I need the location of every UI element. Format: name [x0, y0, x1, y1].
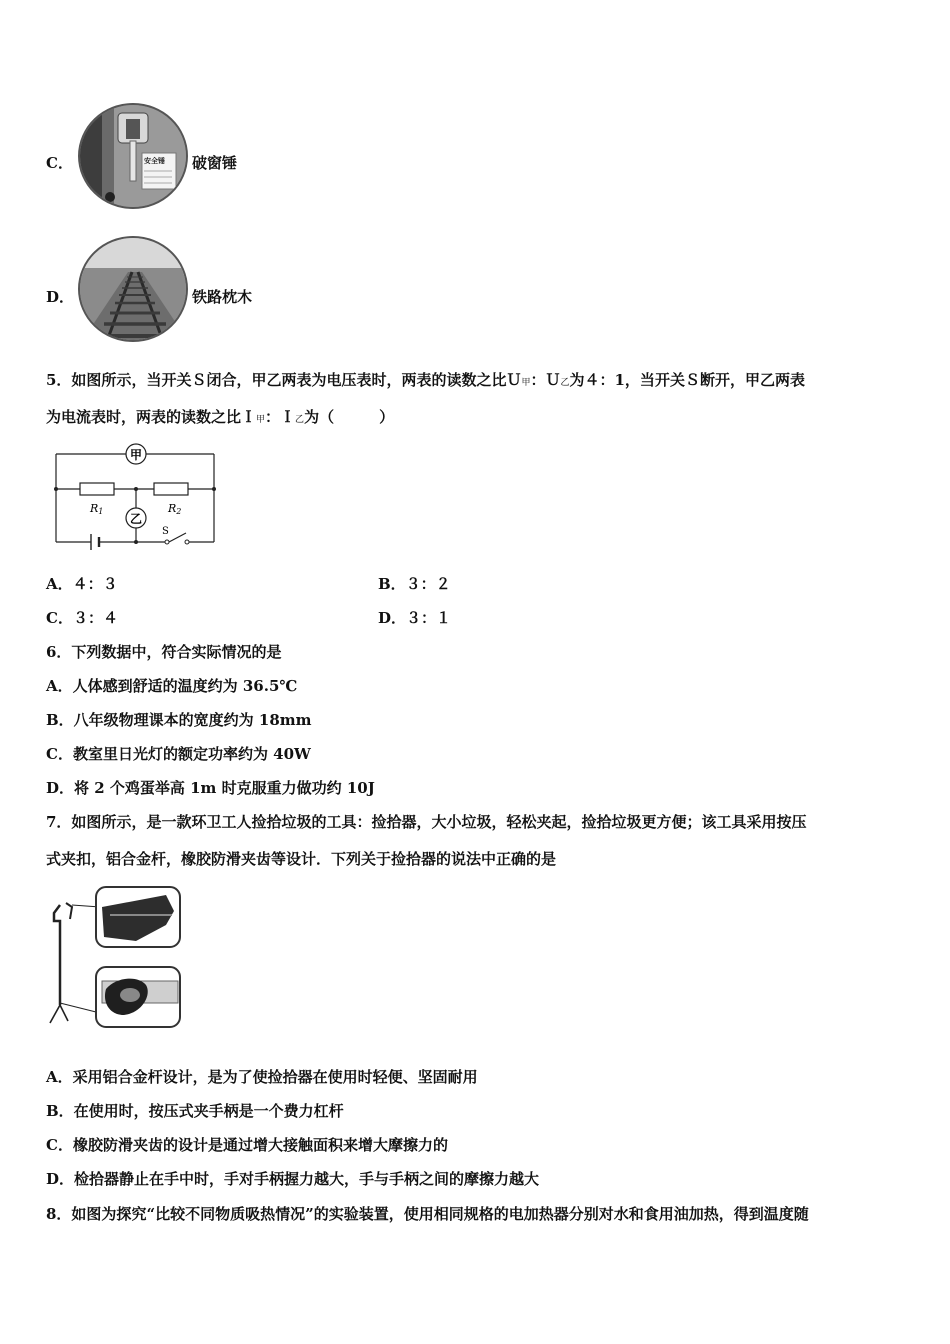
- subscript-yi: 乙: [560, 378, 570, 388]
- q5-text: 为４：1，当开关Ｓ断开，甲乙两表: [569, 371, 805, 389]
- junction-node: [212, 487, 216, 491]
- r1-label: R1: [90, 502, 104, 516]
- junction-node: [134, 487, 138, 491]
- safety-hammer-drawing: [80, 105, 188, 209]
- q6-option-b: B．八年级物理课本的宽度约为 18mm: [46, 711, 312, 729]
- q4-option-d-letter: D．: [46, 288, 75, 306]
- switch-contact: [185, 540, 189, 544]
- q6-stem: 6．下列数据中，符合实际情况的是: [46, 643, 282, 661]
- junction-node: [134, 540, 138, 544]
- meter-jia-label: 甲: [129, 448, 143, 462]
- subscript-jia: 甲: [521, 378, 531, 388]
- hammer-sign-label: 安全锤: [144, 157, 165, 165]
- q8-stem-line1: 8．如图为探究“比较不同物质吸热情况”的实验装置，使用相同规格的电加热器分别对水和食用油加热，得到温度随: [46, 1205, 809, 1223]
- q7-stem-line1: 7．如图所示，是一款环卫工人捡拾垃圾的工具：捡拾器，大小垃圾，轻松夹起，捡拾垃圾更方便；该工具采用按压: [46, 813, 807, 831]
- railway-drawing: [80, 238, 188, 342]
- q4-option-c-caption: 破窗锤: [192, 154, 238, 172]
- q5-text: 5．如图所示，当开关Ｓ闭合，甲乙两表为电压表时，两表的读数之比Ｕ: [46, 371, 522, 389]
- q7-option-b: B．在使用时，按压式夹手柄是一个费力杠杆: [46, 1102, 344, 1120]
- meter-yi-label: 乙: [129, 512, 143, 526]
- q5-text: ：Ｕ: [530, 371, 561, 389]
- q5-option-a: A．４：３: [46, 575, 118, 593]
- q7-stem-line2: 式夹扣，铝合金杆，橡胶防滑夹齿等设计．下列关于捡拾器的说法中正确的是: [46, 850, 557, 868]
- q5-text: ：Ｉ: [265, 408, 296, 426]
- railway-sleeper-image: [78, 236, 188, 342]
- q5-option-d: D．３：１: [378, 609, 452, 627]
- q4-option-c-letter: C．: [46, 154, 73, 172]
- q5-text: 为电流表时，两表的读数之比Ｉ: [46, 408, 257, 426]
- subscript-jia: 甲: [256, 415, 266, 425]
- switch-label: S: [162, 526, 169, 537]
- q5-option-c: C．３：４: [46, 609, 118, 627]
- q7-option-d: D．检拾器静止在手中时，手对手柄握力越大，手与手柄之间的摩擦力越大: [46, 1170, 540, 1188]
- q5-text: 为（ ）: [304, 408, 395, 426]
- circuit-diagram: [46, 440, 226, 555]
- q6-option-a: A．人体感到舒适的温度约为 36.5℃: [46, 677, 298, 695]
- safety-hammer-image: [78, 103, 188, 209]
- q4-option-d-caption: 铁路枕木: [192, 288, 253, 306]
- subscript-yi: 乙: [295, 415, 305, 425]
- q7-option-c: C．橡胶防滑夹齿的设计是通过增大接触面积来增大摩擦力的: [46, 1136, 448, 1154]
- junction-node: [54, 487, 58, 491]
- q5-stem-line1: [46, 370, 805, 393]
- switch-contact: [165, 540, 169, 544]
- r2-label: R2: [168, 502, 182, 516]
- q6-option-d: D．将 2 个鸡蛋举高 1m 时克服重力做功约 10J: [46, 779, 375, 797]
- q6-option-c: C．教室里日光灯的额定功率约为 40W: [46, 745, 311, 763]
- q5-option-b: B．３：２: [378, 575, 451, 593]
- picker-tool-image: [46, 885, 186, 1030]
- q5-stem-line2: [46, 407, 394, 430]
- q7-option-a: A．采用铝合金杆设计，是为了使捡拾器在使用时轻便、坚固耐用: [46, 1068, 478, 1086]
